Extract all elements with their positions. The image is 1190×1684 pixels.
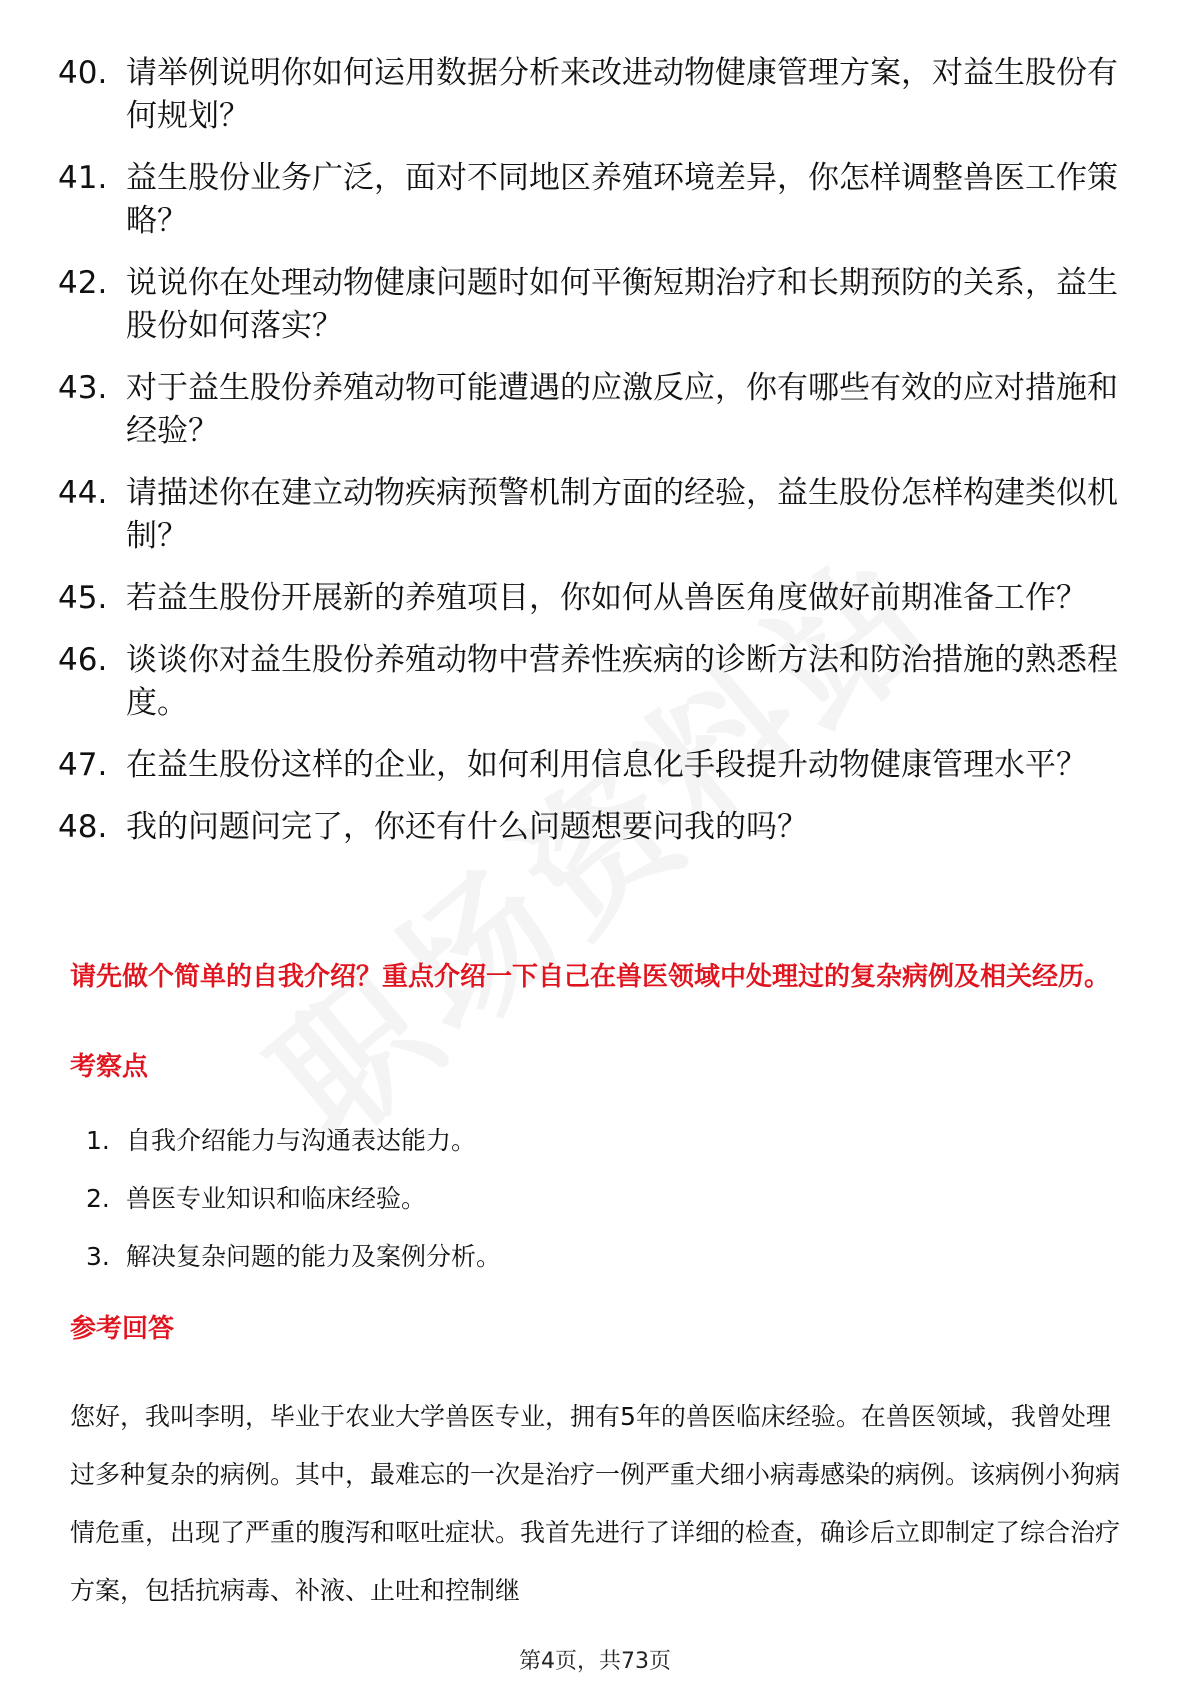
- question-number: 42.: [58, 265, 108, 301]
- question-heading: 请先做个简单的自我介绍？重点介绍一下自己在兽医领域中处理过的复杂病例及相关经历。: [70, 962, 1111, 992]
- question-number: 48.: [58, 809, 108, 845]
- point-item: [86, 1240, 501, 1298]
- point-item: [86, 1182, 501, 1240]
- question-number: 43.: [58, 370, 108, 406]
- question-item: [58, 157, 1118, 243]
- point-text: 解决复杂问题的能力及案例分析。: [126, 1242, 502, 1271]
- question-item: [58, 472, 1118, 558]
- question-text: 请举例说明你如何运用数据分析来改进动物健康管理方案，对益生股份有何规划？: [126, 55, 1118, 134]
- question-text: 在益生股份这样的企业，如何利用信息化手段提升动物健康管理水平？: [126, 747, 1087, 783]
- question-item: [58, 52, 1118, 138]
- question-list: [58, 52, 1118, 868]
- points-label: 考察点: [70, 1052, 149, 1082]
- point-text: 自我介绍能力与沟通表达能力。: [126, 1126, 477, 1155]
- question-item: [58, 262, 1118, 348]
- question-number: 44.: [58, 475, 108, 511]
- question-text: 说说你在处理动物健康问题时如何平衡短期治疗和长期预防的关系，益生股份如何落实？: [126, 265, 1118, 344]
- question-number: 47.: [58, 747, 108, 783]
- points-list: [86, 1124, 501, 1298]
- question-text: 请描述你在建立动物疾病预警机制方面的经验，益生股份怎样构建类似机制？: [126, 475, 1118, 554]
- point-number: 3.: [86, 1242, 110, 1271]
- question-item: [58, 744, 1118, 787]
- question-number: 41.: [58, 160, 108, 196]
- page-number: 第4页，共73页: [519, 1649, 671, 1674]
- question-item: [58, 806, 1118, 849]
- question-item: [58, 367, 1118, 453]
- question-number: 46.: [58, 642, 108, 678]
- question-text: 对于益生股份养殖动物可能遭遇的应激反应，你有哪些有效的应对措施和经验？: [126, 370, 1118, 449]
- question-text: 若益生股份开展新的养殖项目，你如何从兽医角度做好前期准备工作？: [126, 580, 1087, 616]
- point-number: 1.: [86, 1126, 110, 1155]
- answer-text: 您好，我叫李明，毕业于农业大学兽医专业，拥有5年的兽医临床经验。在兽医领域，我曾处理过多种复杂的病例。其中，最难忘的一次是治疗一例严重犬细小病毒感染的病例。该病例小狗病情危重，出现了严重的腹泻和呕吐症状。我首先进行了详细的检查，确诊后立即制定了综合治疗方案，包括抗病毒、补液、止吐和控制继: [70, 1402, 1121, 1605]
- question-number: 40.: [58, 55, 108, 91]
- question-text: 我的问题问完了，你还有什么问题想要问我的吗？: [126, 809, 808, 845]
- question-text: 益生股份业务广泛，面对不同地区养殖环境差异，你怎样调整兽医工作策略？: [126, 160, 1118, 239]
- question-item: [58, 639, 1118, 725]
- point-text: 兽医专业知识和临床经验。: [126, 1184, 427, 1213]
- question-item: [58, 577, 1118, 620]
- question-number: 45.: [58, 580, 108, 616]
- answer-label: 参考回答: [70, 1314, 175, 1344]
- point-item: [86, 1124, 501, 1182]
- point-number: 2.: [86, 1184, 110, 1213]
- question-text: 谈谈你对益生股份养殖动物中营养性疾病的诊断方法和防治措施的熟悉程度。: [126, 642, 1118, 721]
